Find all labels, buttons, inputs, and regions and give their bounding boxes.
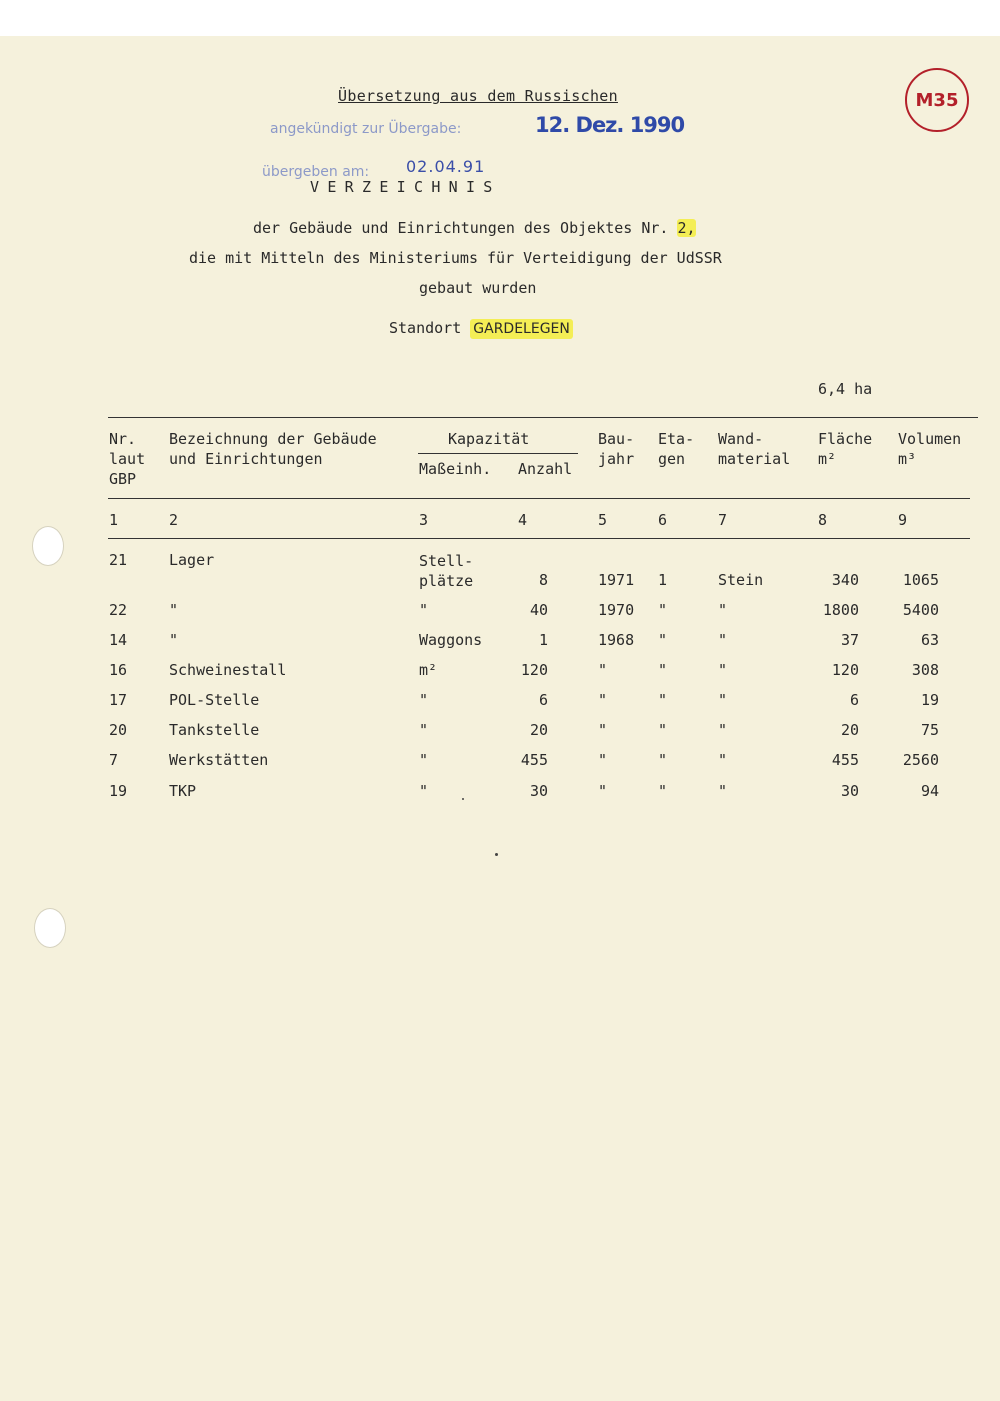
cell-volume: 308: [911, 661, 939, 679]
cell-wall: ": [718, 751, 728, 769]
location-line: [389, 319, 573, 338]
cell-nr: 7: [109, 751, 119, 769]
header-etagen-1: Eta-: [658, 430, 695, 448]
header-baujahr-1: Bau-: [598, 430, 635, 448]
cell-year: 1971: [598, 571, 635, 589]
cell-volume: 63: [920, 631, 939, 649]
cell-count: 40: [529, 601, 548, 619]
cell-count: 455: [520, 751, 548, 769]
punch-hole-upper: [32, 526, 64, 566]
header-bezeichnung-1: Bezeichnung der Gebäude: [169, 430, 377, 448]
header-kapazitaet: Kapazität: [448, 430, 530, 448]
cell-year: ": [598, 751, 608, 769]
cell-area: 120: [831, 661, 859, 679]
cell-unit: ": [419, 751, 429, 769]
cell-unit: ": [419, 782, 429, 800]
translation-heading: Übersetzung aus dem Russischen: [338, 87, 618, 105]
cell-wall: ": [718, 782, 728, 800]
column-number: 8: [818, 511, 828, 529]
cell-unit: Stell- plätze: [419, 552, 474, 590]
object-number: 2,: [677, 219, 696, 237]
cell-count: 6: [538, 691, 548, 709]
archive-mark-circle: [905, 68, 969, 132]
cell-name: Schweinestall: [169, 661, 287, 679]
paper-speck: [462, 798, 464, 800]
cell-count: 20: [529, 721, 548, 739]
cell-count: 30: [529, 782, 548, 800]
capacity-rule: [418, 453, 578, 454]
header-etagen-2: gen: [658, 450, 686, 468]
cell-floors: ": [658, 601, 668, 619]
cell-name: POL-Stelle: [169, 691, 260, 709]
cell-unit: ": [419, 601, 429, 619]
cell-floors: ": [658, 661, 668, 679]
column-number: 5: [598, 511, 608, 529]
cell-volume: 75: [920, 721, 939, 739]
subtitle-line-3: gebaut wurden: [419, 279, 537, 297]
cell-area: 1800: [822, 601, 859, 619]
cell-nr: 21: [109, 551, 128, 569]
cell-volume: 1065: [902, 571, 939, 589]
column-numbers-rule: [108, 538, 970, 539]
header-flaeche-1: Fläche: [818, 430, 873, 448]
cell-name: Lager: [169, 551, 215, 569]
archive-mark: M35: [915, 89, 959, 111]
header-nr-2: laut: [109, 450, 146, 468]
paper-speck: [495, 853, 498, 856]
cell-count: 1: [538, 631, 548, 649]
cell-year: ": [598, 661, 608, 679]
cell-name: ": [169, 631, 179, 649]
column-number: 4: [518, 511, 528, 529]
cell-year: 1970: [598, 601, 635, 619]
cell-unit: ": [419, 691, 429, 709]
column-number: 2: [169, 511, 179, 529]
column-number: 1: [109, 511, 119, 529]
cell-area: 340: [831, 571, 859, 589]
cell-year: ": [598, 782, 608, 800]
cell-nr: 22: [109, 601, 128, 619]
subtitle-line-2: die mit Mitteln des Ministeriums für Verteidigung der UdSSR: [189, 249, 722, 267]
cell-wall: ": [718, 661, 728, 679]
column-number: 3: [419, 511, 429, 529]
cell-year: ": [598, 721, 608, 739]
cell-wall: ": [718, 631, 728, 649]
header-baujahr-2: jahr: [598, 450, 635, 468]
cell-unit: Waggons: [419, 631, 483, 649]
column-number: 6: [658, 511, 668, 529]
cell-floors: ": [658, 721, 668, 739]
cell-nr: 16: [109, 661, 128, 679]
cell-name: Werkstätten: [169, 751, 269, 769]
header-volumen-1: Volumen: [898, 430, 962, 448]
location-value: GARDELEGEN: [470, 319, 573, 339]
cell-count: 8: [538, 571, 548, 589]
cell-year: ": [598, 691, 608, 709]
cell-volume: 2560: [902, 751, 939, 769]
cell-wall: ": [718, 691, 728, 709]
cell-unit: ": [419, 721, 429, 739]
cell-floors: ": [658, 782, 668, 800]
header-wandmaterial-1: Wand-: [718, 430, 764, 448]
header-bottom-rule: [108, 498, 970, 499]
cell-volume: 19: [920, 691, 939, 709]
cell-nr: 20: [109, 721, 128, 739]
stamp-announced-date: 12. Dez. 1990: [535, 113, 685, 137]
header-anzahl: Anzahl: [518, 460, 573, 478]
cell-floors: ": [658, 631, 668, 649]
cell-floors: 1: [658, 571, 668, 589]
header-nr-1: Nr.: [109, 430, 137, 448]
cell-wall: ": [718, 601, 728, 619]
area-total: 6,4 ha: [818, 380, 873, 398]
document-title: VERZEICHNIS: [310, 178, 501, 196]
cell-floors: ": [658, 751, 668, 769]
cell-year: 1968: [598, 631, 635, 649]
cell-volume: 94: [920, 782, 939, 800]
stamp-handed-label: übergeben am:: [262, 164, 370, 180]
subtitle-line-1-text: der Gebäude und Einrichtungen des Objektes Nr.: [253, 219, 669, 237]
header-nr-3: GBP: [109, 470, 137, 488]
header-masseinheit: Maßeinh.: [419, 460, 492, 478]
column-number: 9: [898, 511, 908, 529]
punch-hole-lower: [34, 908, 66, 948]
cell-nr: 19: [109, 782, 128, 800]
cell-area: 20: [840, 721, 859, 739]
cell-name: Tankstelle: [169, 721, 260, 739]
cell-name: ": [169, 601, 179, 619]
cell-nr: 14: [109, 631, 128, 649]
header-flaeche-2: m²: [818, 450, 837, 468]
cell-wall: ": [718, 721, 728, 739]
table-top-rule: [108, 417, 978, 418]
column-number: 7: [718, 511, 728, 529]
cell-nr: 17: [109, 691, 128, 709]
cell-wall: Stein: [718, 571, 764, 589]
location-label: Standort: [389, 319, 462, 337]
cell-name: TKP: [169, 782, 197, 800]
cell-floors: ": [658, 691, 668, 709]
header-volumen-2: m³: [898, 450, 917, 468]
cell-volume: 5400: [902, 601, 939, 619]
stamp-announced-label: angekündigt zur Übergabe:: [270, 121, 462, 137]
header-bezeichnung-2: und Einrichtungen: [169, 450, 323, 468]
scan-top-border: [0, 0, 1000, 36]
cell-area: 30: [840, 782, 859, 800]
cell-area: 455: [831, 751, 859, 769]
cell-area: 6: [849, 691, 859, 709]
cell-count: 120: [520, 661, 548, 679]
cell-area: 37: [840, 631, 859, 649]
cell-unit: m²: [419, 661, 438, 679]
handwritten-handed-date: 02.04.91: [406, 157, 486, 176]
subtitle-line-1: [253, 219, 696, 237]
header-wandmaterial-2: material: [718, 450, 791, 468]
